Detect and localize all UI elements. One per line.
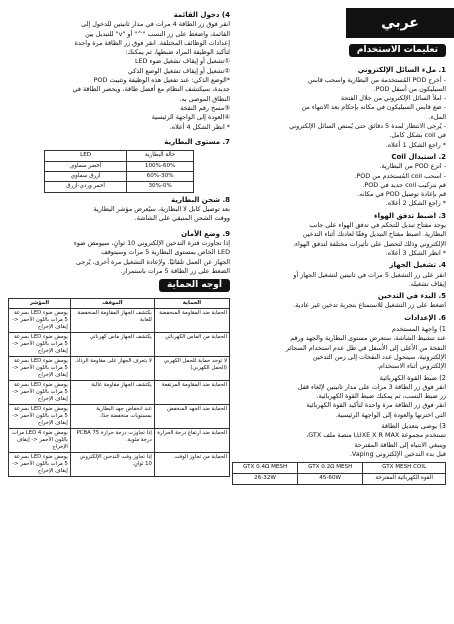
menu-heading: 4) دخول القائمة — [173, 11, 230, 19]
text-line: انقر فوق زر الطاقة 4 مرات في مدار ثانيتين للدخول إلى — [81, 20, 230, 29]
text-line: * انظر الشكل 4 أعلاه. — [169, 122, 230, 131]
section-line: * انظر الشكل 3 أعلاه. — [385, 248, 446, 257]
text-line: لتأكيد الوظيفة المراد ضبطها، ثم يمكنك: — [125, 48, 230, 57]
coil-value-cell: 45-60W — [298, 474, 363, 485]
battery-led-cell: أخضر سماوي — [45, 161, 127, 171]
section-line: النفخة من الأعلى إلى الأسفل في ظل عدم استخدام السجائر — [285, 343, 446, 352]
protection-cell: يومض ضوء LED بسرعة 5 مرات باللون الأحمر <- إيقاف الإخراج — [9, 309, 71, 333]
protection-header-cell: الحماية — [154, 299, 229, 309]
protection-cell: لا توجد حماية للحمل الكهربي (الحمل الكهربي) — [154, 357, 229, 381]
coil-value-cell: القوة الكهربائية المقترحة — [363, 474, 446, 485]
protection-cell: الحماية من تجاوز الوقت — [154, 453, 229, 477]
text-line: ووقت الشحن المتبقي على الشاشة. — [134, 214, 230, 223]
battery-level-table — [44, 150, 194, 193]
section-heading: 1. ملء السائل الإلكتروني — [357, 66, 446, 75]
battery-range-cell: 60%-100% — [127, 161, 194, 171]
section-line: - انزع POD من البطارية. — [379, 162, 446, 171]
section-line: انقر فوق زر الطاقة 3 مرات على مدار ثانيتين لإلغاء قفل — [297, 382, 446, 391]
section-line: انقر فوق زر الطاقة مرة واحدة لتأكيد القوة الكهربائية — [306, 401, 446, 410]
coil-header-cell: GTX MESH COIL — [363, 463, 446, 474]
protection-cell: يومض ضوء LED بسرعة 5 مرات باللون الأحمر <- إيقاف الإخراج — [9, 405, 71, 429]
section-line: تستخدم مجموعة LUXE X R MAX منصة ملف GTX، — [306, 431, 446, 440]
text-line: إعدادات الوظائف المختلفة. انقر فوق زر الطاقة مرة واحدة — [74, 38, 230, 47]
section-line: قم بتركيب coil جديد في POD. — [362, 180, 446, 189]
protection-cell: الحماية ضد المقاومة المنخفضة — [154, 309, 229, 333]
section-subheading: 2) ضبط القوة الكهربائية — [379, 373, 446, 382]
protection-row — [9, 381, 230, 405]
section-line: انقر على زر التشغيل 5 مرات في ثانيتين لتشغيل الجهاز أو — [293, 270, 446, 279]
text-line: القائمة، واضغط على زر النسب "^" أو "v" للتبديل بين — [85, 29, 230, 38]
charging-text — [8, 205, 230, 224]
protection-row — [9, 429, 230, 453]
section-line: يوجد مفتاح تبديل للتحكم في تدفق الهواء على جانب — [309, 221, 446, 230]
protection-cell: يومض ضوء LED 4 مرات باللون الأحمر <- إيقاف الإخراج — [9, 429, 71, 453]
section-line: زر ضبط النسب، ثم يمكنك ضبط القوة الكهربائية. — [316, 392, 446, 401]
protection-cell: الحماية ضد المقاومة المرتفعة — [154, 381, 229, 405]
instructions-sections — [232, 66, 446, 459]
section-line: قم بإعادة توصيل POD في مكانه. — [357, 190, 446, 199]
section-line: السيليكون من أسفل POD. — [373, 84, 446, 93]
section-heading: 4. تشغيل الجهاز — [389, 261, 446, 270]
settings-column — [8, 8, 230, 477]
protection-cell: يكتشف الجهاز مقاومة عالية — [70, 381, 154, 405]
instructions-title: تعليمات الاستخدام — [349, 44, 446, 57]
text-line: النطاق الموصى به. — [179, 94, 230, 103]
text-line: *الوضع الذكي: عند تفعيل هذه الوظيفة وتثبيت POD — [93, 76, 230, 85]
language-tab: عربي — [346, 8, 454, 38]
protection-cell: يومض ضوء LED بسرعة 5 مرات باللون الأحمر <- إيقاف الإخراج — [9, 333, 71, 357]
section-line: عند تنشيط الشاشة، ستعرض مستوى البطارية والجهد ورقم — [290, 334, 446, 343]
text-line: ③مسح رقم النفخة — [180, 103, 230, 112]
section-line: التي اخترتها والعودة إلى الواجهة الرئيسية. — [335, 410, 446, 419]
protection-row — [9, 405, 230, 429]
coil-value-cell: 26-32W — [233, 474, 298, 485]
text-line: بعد توصيل كابل لا البطارية، سيُعرض مؤشر البطارية — [93, 205, 230, 214]
text-line: ①تشغيل أو إيقاف تشغيل ضوء LED — [134, 57, 230, 66]
protection-row — [9, 333, 230, 357]
section-line: * راجع الشكل 1 أعلاه. — [385, 140, 446, 149]
battery-header-cell: LED — [45, 151, 127, 161]
battery-heading: 7. مستوى البطارية — [164, 137, 230, 146]
battery-led-cell: أزرق سماوي — [45, 171, 127, 181]
instructions-column — [232, 44, 446, 485]
section-line: الإلكتروني وذلك لتحصل على تأثيرات مختلفة لتدفق الهواء. — [292, 239, 446, 248]
protection-cell: الحماية ضد ارتفاع درجة الحرارة — [154, 429, 229, 453]
text-line: ④العودة إلى الواجهة الرئيسية — [151, 113, 230, 122]
text-line: جديدة، سيكتشف النظام مع أفضل طاقة، ويحصر الطاقة في — [72, 85, 230, 94]
text-line: الجهاز عن العمل تلقائيًا. ولإعادة التشغيل مرة أخرى، يُرجى — [76, 257, 230, 266]
protection-cell: يكتشف الجهاز المقاومة المنخفضة للغاية — [70, 309, 154, 333]
text-line: LED الخاص بمستوى البطارية 5 مرات وسيتوقف — [101, 248, 230, 257]
section-line: - أخرج POD المُستخدمة من البطارية واسحب قابس — [307, 75, 446, 84]
section-line: * راجع الشكل 2 أعلاه. — [385, 199, 446, 208]
protection-table — [8, 298, 230, 477]
section-subheading: 1) واجهة المستخدم — [392, 325, 446, 334]
charging-heading: 8. شحن البطارية — [171, 195, 230, 204]
section-heading: 6. الإعدادات — [404, 313, 446, 322]
safety-text — [8, 239, 230, 276]
protection-cell: يومض ضوء LED بسرعة 5 مرات باللون الأحمر <- إيقاف الإخراج — [9, 381, 71, 405]
protection-cell: يومض ضوء LED بسرعة 5 مرات باللون الأحمر <- إيقاف الإخراج — [9, 357, 71, 381]
section-heading: 2. استبدال Coil — [391, 152, 446, 161]
coil-header-cell: GTX 0.4Ω MESH — [233, 463, 298, 474]
text-line: الضغط على زر الطاقة 5 مرات باستمرار. — [120, 266, 230, 275]
section-line: البطارية. اضبط مفتاح التبديل وفقًا لعادتك أثناء التدخين — [302, 230, 446, 239]
protection-cell: إذا تجاوزت درجة حرارة 75 PCBA درجة مئوية. — [70, 429, 154, 453]
text-line: ②تشغيل أو إيقاف تشغيل الوضع الذكي — [127, 66, 230, 75]
section-line: - ضع قابس السيليكون في مكانه بإحكام بعد الانتهاء من — [301, 103, 446, 112]
battery-range-cell: 0%-30% — [127, 182, 194, 192]
section-line: - املأ السائل الإلكتروني من خلال الفتحة — [340, 94, 446, 103]
protection-cell: إذا تجاوز وقت التدخين الإلكتروني 10 ثوانٍ. — [70, 453, 154, 477]
protection-cell: الحماية ضد الجهد المنخفض — [154, 405, 229, 429]
protection-header-cell: الموقف — [70, 299, 154, 309]
protection-cell: الحماية من الماس الكهربائي — [154, 333, 229, 357]
protection-cell: يكتشف الجهاز ماس كهربائي — [70, 333, 154, 357]
battery-led-cell: أحمر وردي-أزرق — [45, 182, 127, 192]
section-line: قبل بدء التدخين الإلكتروني Vaping. — [349, 449, 446, 458]
section-heading: 3. اضبط تدفق الهواء — [374, 211, 446, 220]
section-line: الملء. — [428, 112, 446, 121]
battery-header-cell: حالة البطارية — [127, 151, 194, 161]
section-line: - يُرجى الانتظار لمدة 5 دقائق حتى يُمتص السائل الإلكتروني — [289, 122, 446, 131]
coil-power-table — [232, 462, 446, 485]
safety-heading: 9. وضع الأمان — [181, 229, 230, 238]
section-line: وينبغي الانتباه إلى الطاقة المقترحة — [354, 440, 446, 449]
protection-row — [9, 357, 230, 381]
battery-range-cell: 30%-60% — [127, 171, 194, 181]
protection-row — [9, 309, 230, 333]
protection-cell: لا يتعرف الجهاز على مقاومة الرذاذ. — [70, 357, 154, 381]
protection-header-cell: المؤشر — [9, 299, 71, 309]
section-subheading: 3) يوصى بتعديل الطاقة — [381, 421, 446, 430]
section-line: إيقاف تشغيله. — [408, 279, 446, 288]
section-line: الإلكترونية، سيتحول عدد النفخات إلى زمن التدخين — [312, 352, 446, 361]
protection-row — [9, 453, 230, 477]
protection-cell: يومض ضوء LED بسرعة 5 مرات باللون الأحمر <- إيقاف الإخراج — [9, 453, 71, 477]
section-line: اضغط على زر التشغيل للاستمتاع بتجربة تدخين غير عادية. — [293, 301, 446, 310]
menu-text — [8, 20, 230, 132]
section-line: الإلكتروني أثناء الاستخدام. — [377, 362, 446, 371]
coil-header-cell: GTX 0.2Ω MESH — [298, 463, 363, 474]
protection-title: أوجه الحماية — [159, 279, 230, 292]
section-line: - اسحب coil المُستخدم من POD. — [354, 171, 446, 180]
section-heading: 5. البدء في التدخين — [377, 292, 446, 301]
protection-cell: عند انخفاض جهد البطارية بمستويات منخفضة جدًا. — [70, 405, 154, 429]
text-line: إذا تجاوزت فترة التدخين الإلكتروني 10 ثوانٍ، سيومض ضوء — [73, 238, 230, 247]
section-line: في coil بشكل كامل. — [389, 131, 446, 140]
